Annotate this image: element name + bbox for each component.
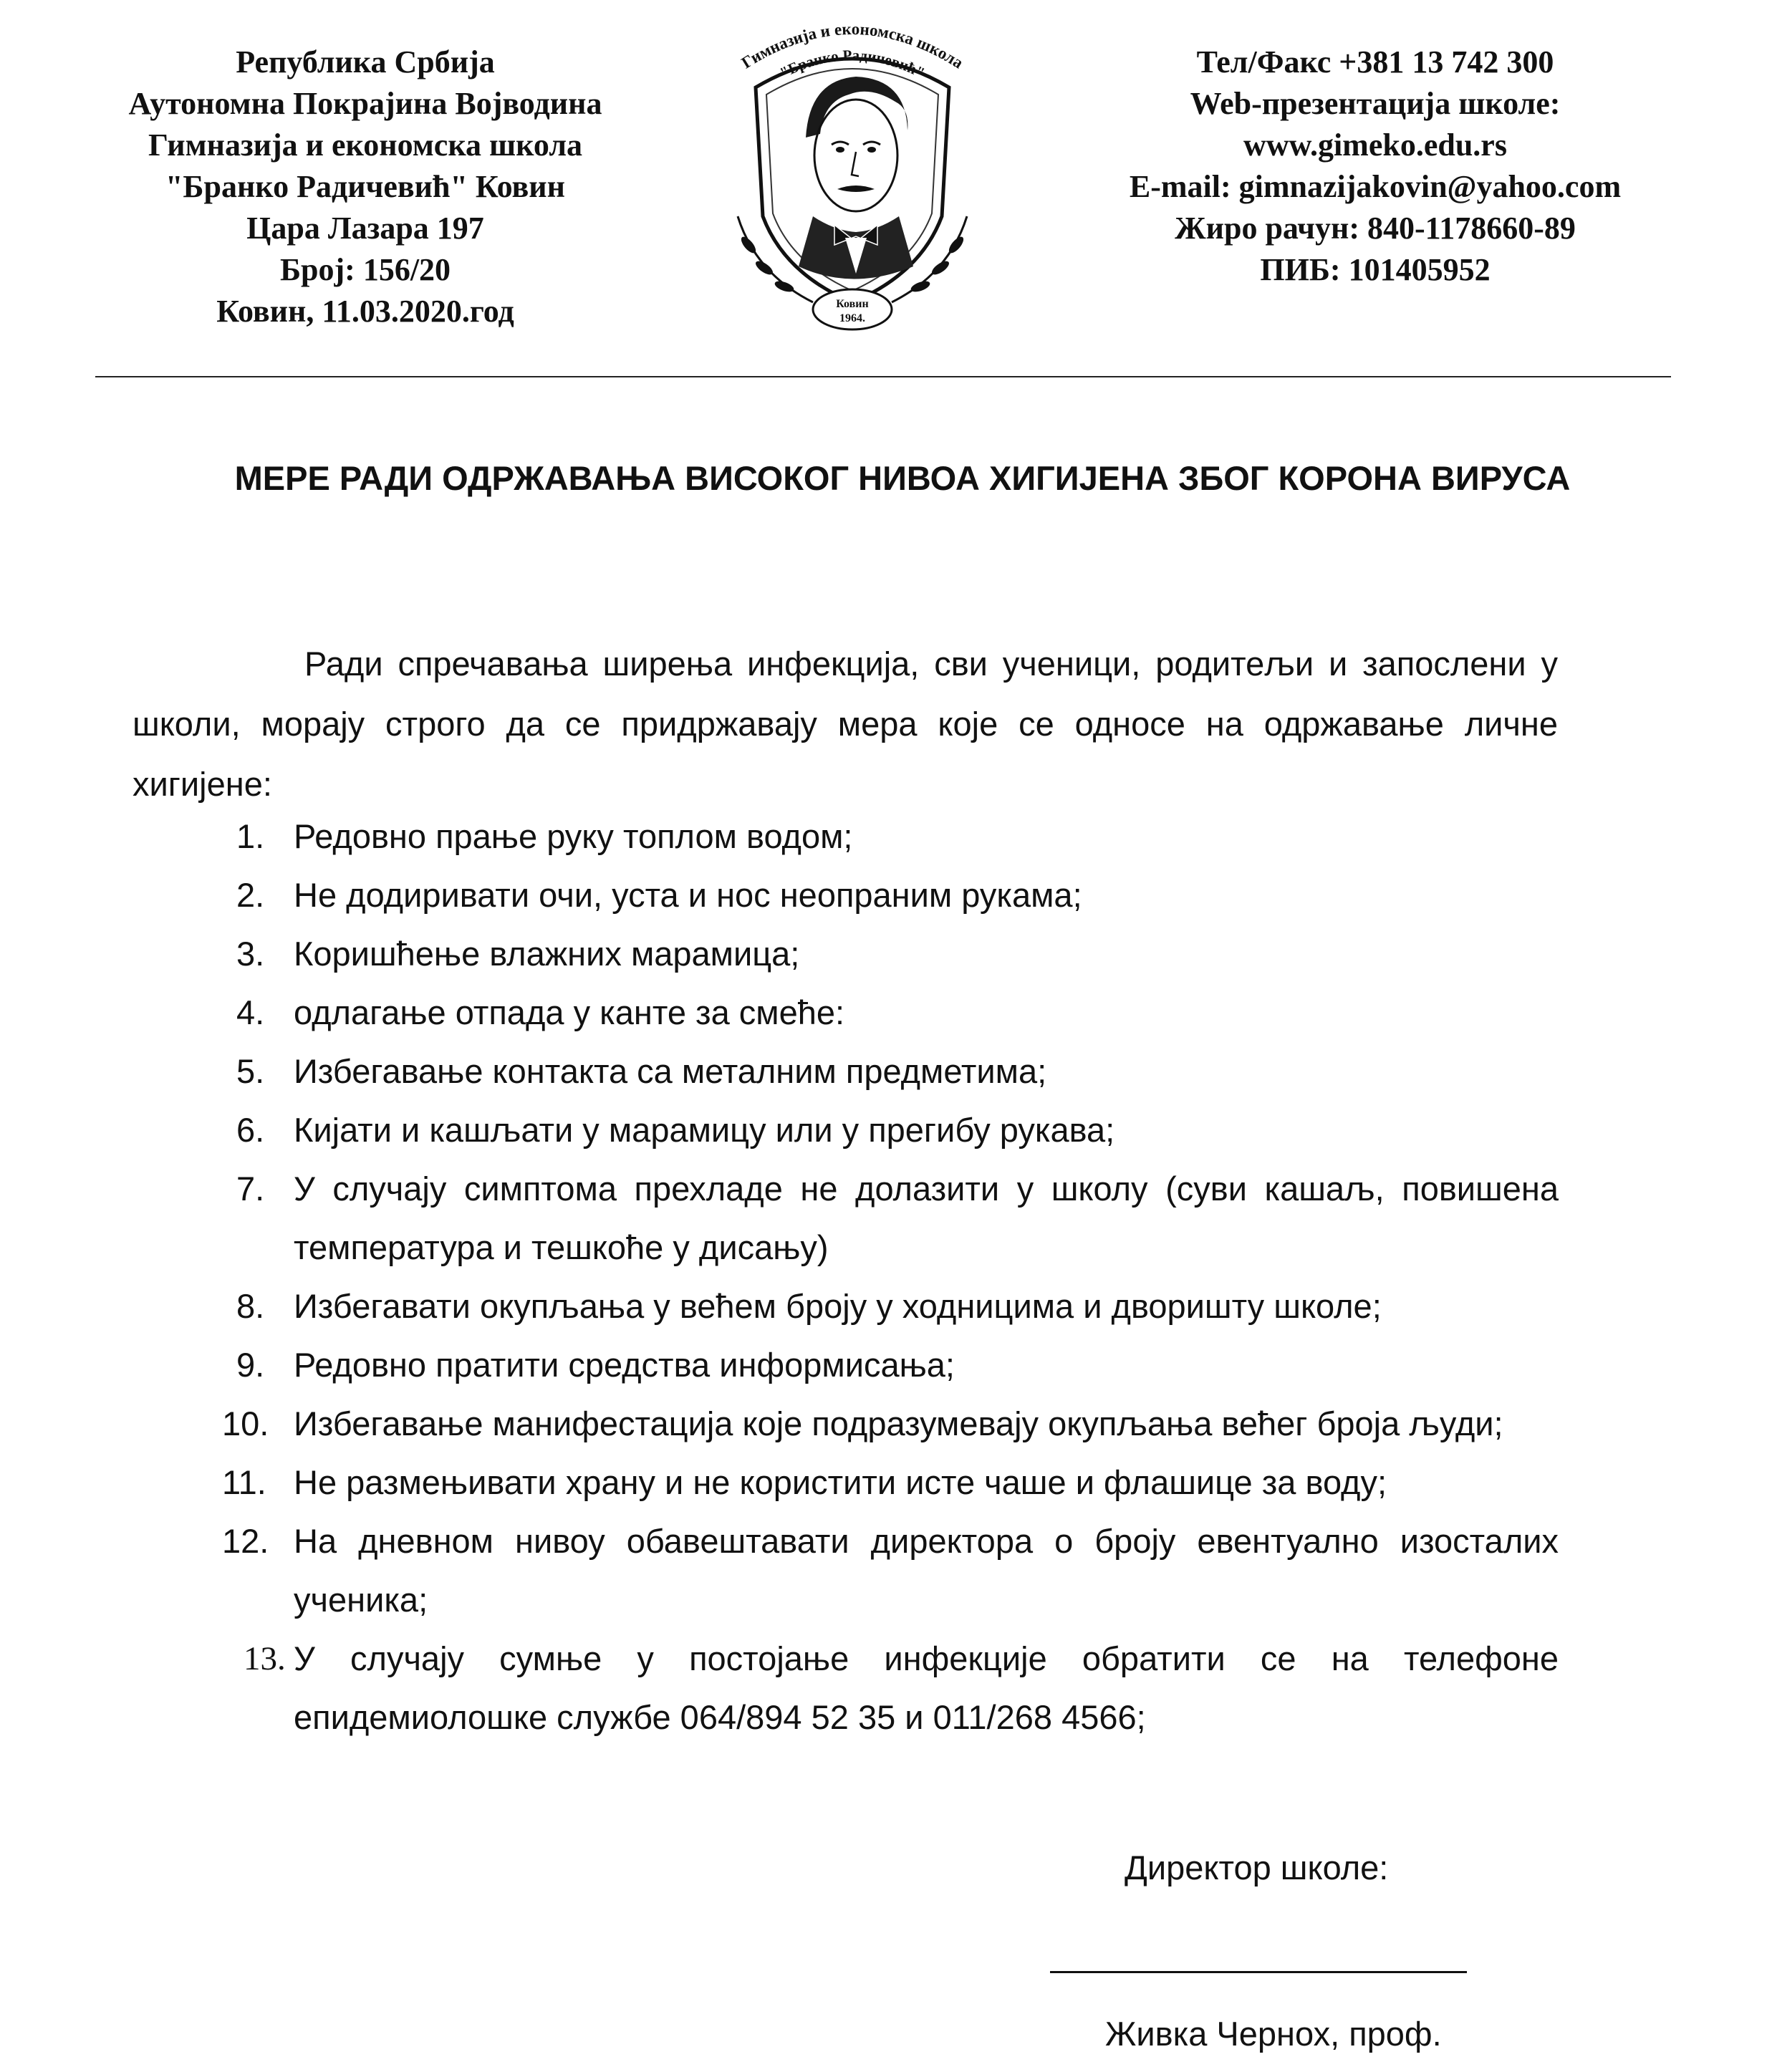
crest-year: 1964. — [839, 312, 865, 324]
crest-name-text: "Бранко Радичевић" — [777, 46, 928, 82]
item-text: Кијати и кашљати у марамицу или у прегибу рукава; — [294, 1111, 1115, 1149]
header-doc-number: Број: 156/20 — [279, 252, 451, 287]
header-date: Ковин, 11.03.2020.год — [216, 294, 514, 329]
list-item — [222, 925, 1559, 983]
item-text: У случају сумње у постојање инфекције обратити се на телефоне епидемиолошке службе 064/894 52 35 и 011/268 4566; — [294, 1639, 1559, 1736]
header-website: www.gimeko.edu.rs — [1243, 127, 1507, 163]
list-item — [222, 1336, 1559, 1394]
list-item — [222, 1629, 1559, 1747]
header-country: Република Србија — [236, 44, 495, 79]
item-number: 6. — [236, 1111, 265, 1149]
header-web-label: Web-презентација школе: — [1190, 86, 1561, 121]
list-item — [222, 1101, 1559, 1160]
item-number: 2. — [236, 876, 265, 914]
item-text: Избегавати окупљања у већем броју у ходницима и дворишту школе; — [294, 1287, 1382, 1325]
director-label: Директор школе: — [1125, 1849, 1389, 1887]
header-province: Аутономна Покрајина Војводина — [128, 86, 602, 121]
list-item — [222, 983, 1559, 1042]
crest-city: Ковин — [836, 298, 869, 310]
item-text: Не размењивати храну и не користити исте чаше и флашице за воду; — [294, 1463, 1387, 1501]
header-school-type: Гимназија и економска школа — [148, 127, 583, 163]
list-item — [222, 807, 1559, 866]
item-number: 8. — [236, 1287, 265, 1325]
intro-paragraph: Ради спречавања ширења инфекција, сви ученици, родитељи и запослени у школи, морају строго да се придржавају мера које се односе на одржавање личне хигијене: — [133, 645, 1558, 803]
item-text: Редовно пратити средства информисања; — [294, 1346, 955, 1384]
list-item — [222, 866, 1559, 925]
item-number: 5. — [236, 1052, 265, 1090]
list-item — [222, 1453, 1559, 1512]
portrait-illustration — [799, 77, 913, 279]
item-text: У случају симптома прехладе не долазити у школу (суви кашаљ, повишена температура и тешкоће у дисању) — [294, 1170, 1559, 1266]
signature-line — [1050, 1971, 1467, 1973]
item-number: 13. — [244, 1640, 286, 1677]
hygiene-measures-list — [222, 807, 1559, 1747]
svg-text:"Бранко Радичевић" — [777, 47, 928, 82]
header-phone: Тел/Факс +381 13 742 300 — [1196, 44, 1554, 79]
header-street: Цара Лазара 197 — [246, 211, 484, 246]
item-number: 11. — [222, 1463, 266, 1501]
item-number: 1. — [236, 817, 265, 855]
svg-text:Гимназија и економска школа — [738, 20, 967, 72]
list-item — [222, 1512, 1559, 1629]
contact-info-block — [1053, 42, 1698, 291]
header-bank-account: Жиро рачун: 840-1178660-89 — [1175, 211, 1576, 246]
item-text: Редовно прање руку топлом водом; — [294, 817, 853, 855]
header-email: E-mail: gimnazijakovin@yahoo.com — [1129, 169, 1622, 204]
item-text: Не додиривати очи, уста и нос неопраним рукама; — [294, 876, 1082, 914]
header-divider — [95, 376, 1671, 377]
header-school-name: "Бранко Радичевић" Ковин — [165, 169, 566, 204]
item-number: 10. — [222, 1404, 269, 1442]
item-number: 4. — [236, 993, 265, 1031]
document-title: МЕРЕ РАДИ ОДРЖАВАЊА ВИСОКОГ НИВОА ХИГИЈЕНА ЗБОГ КОРОНА ВИРУСА — [234, 459, 1571, 497]
list-item — [222, 1160, 1559, 1277]
sender-address-block — [64, 42, 666, 332]
item-number: 12. — [222, 1522, 269, 1560]
item-text: На дневном нивоу обавештавати директора о броју евентуално изосталих ученика; — [294, 1522, 1559, 1619]
list-item — [222, 1394, 1559, 1453]
item-number: 9. — [236, 1346, 265, 1384]
item-text: Избегавање манифестација које подразумевају окупљања већег броја људи; — [294, 1404, 1503, 1442]
item-number: 7. — [236, 1170, 265, 1208]
item-text: Избегавање контакта са металним предметима; — [294, 1052, 1047, 1090]
item-text: Коришћење влажних марамица; — [294, 935, 800, 973]
item-text: одлагање отпада у канте за смеће: — [294, 993, 845, 1031]
list-item — [222, 1277, 1559, 1336]
school-crest-logo — [706, 1, 999, 338]
header-tax-id: ПИБ: 101405952 — [1260, 252, 1491, 287]
item-number: 3. — [236, 935, 265, 973]
list-item — [222, 1042, 1559, 1101]
director-name: Живка Чернох, проф. — [1105, 2015, 1442, 2053]
crest-arc-text: Гимназија и економска школа — [738, 19, 967, 72]
